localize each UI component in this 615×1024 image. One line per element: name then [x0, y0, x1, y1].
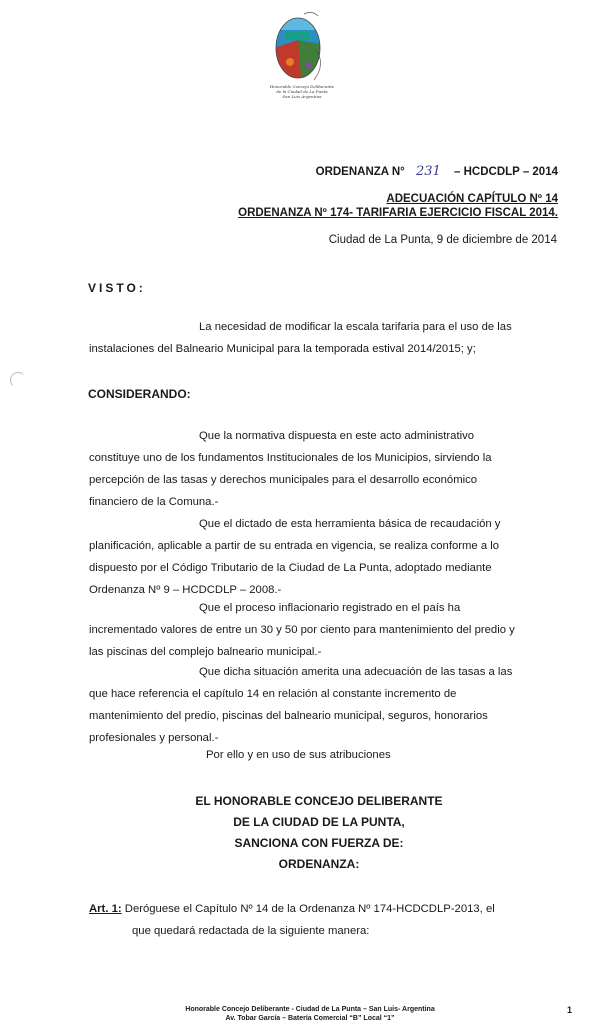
text-line: profesionales y personal.-	[89, 732, 219, 744]
text-line: Que la normativa dispuesta en este acto administrativo	[199, 430, 475, 442]
considerando-paragraph-2	[89, 513, 559, 601]
council-logo	[268, 10, 332, 88]
text-line: instalaciones del Balneario Municipal para la temporada estival 2014/2015; y;	[89, 343, 476, 355]
text-line: La necesidad de modificar la escala tarifaria para el uso de las	[199, 321, 512, 333]
closing-line: Por ello y en uso de sus atribuciones	[206, 749, 391, 761]
text-line: las piscinas del complejo balneario municipal.-	[89, 646, 322, 658]
text-line: Ordenanza Nº 9 – HCDCDLP – 2008.-	[89, 584, 282, 596]
logo-caption-line: Honorable Concejo Deliberante	[269, 84, 335, 89]
ordinance-number-line	[316, 164, 558, 179]
text-line: Que dicha situación amerita una adecuación de las tasas a las	[199, 666, 513, 678]
article-label: Art. 1:	[89, 903, 122, 915]
date-line: Ciudad de La Punta, 9 de diciembre de 2014	[328, 234, 557, 246]
logo-caption-line: San Luis Argentina	[282, 94, 322, 99]
article-text: Deróguese el Capítulo Nº 14 de la Ordenanza Nº 174-HCDCDLP-2013, el	[124, 903, 495, 915]
ordinance-number: 231	[415, 164, 441, 179]
council-line: EL HONORABLE CONCEJO DELIBERANTE	[195, 794, 443, 808]
text-line: Que el proceso inflacionario registrado en el país ha	[199, 602, 461, 614]
council-heading	[89, 791, 549, 875]
page-number: 1	[567, 1005, 573, 1015]
logo-caption	[262, 84, 342, 99]
text-line: constituye uno de los fundamentos Institucionales de los Municipios, sirviendo la	[89, 452, 492, 464]
text-line: percepción de las tasas y derechos municipales para el desarrollo económico	[89, 474, 478, 486]
council-line: DE LA CIUDAD DE LA PUNTA,	[233, 815, 405, 829]
footer-line: Honorable Concejo Deliberante - Ciudad de La Punta – San Luis- Argentina	[185, 1006, 435, 1013]
logo-caption-line: de la Ciudad de La Punta	[276, 89, 328, 94]
considerando-paragraph-4	[89, 661, 559, 749]
footer-line: Av. Tobar García – Batería Comercial “B” Local “1”	[225, 1015, 395, 1022]
visto-paragraph	[89, 316, 559, 360]
document-title-line2: ORDENANZA Nº 174- TARIFARIA EJERCICIO FISCAL 2014.	[238, 207, 558, 219]
page-footer	[100, 1005, 520, 1023]
considerando-paragraph-3	[89, 597, 559, 663]
ordinance-suffix: – HCDCDLP – 2014	[454, 166, 558, 178]
text-line: financiero de la Comuna.-	[89, 496, 219, 508]
document-title-line1: ADECUACIÓN CAPÍTULO Nº 14	[386, 193, 558, 205]
text-line: dispuesto por el Código Tributario de la Ciudad de La Punta, adoptado mediante	[89, 562, 492, 574]
text-line: planificación, aplicable a partir de su entrada en vigencia, se realiza conforme a lo	[89, 540, 500, 552]
visto-heading: VISTO:	[88, 281, 146, 295]
council-line: SANCIONA CON FUERZA DE:	[234, 836, 404, 850]
council-line: ORDENANZA:	[278, 857, 360, 871]
considerando-paragraph-1	[89, 425, 559, 513]
considerando-heading: CONSIDERANDO:	[88, 387, 191, 401]
article-1	[89, 898, 559, 942]
text-line: incrementado valores de entre un 30 y 50 por ciento para mantenimiento del predio y	[89, 624, 515, 636]
punch-hole-mark	[10, 372, 26, 388]
ordinance-prefix: ORDENANZA N°	[315, 166, 405, 178]
text-line: Que el dictado de esta herramienta básica de recaudación y	[199, 518, 501, 530]
article-text: que quedará redactada de la siguiente manera:	[132, 925, 370, 937]
text-line: que hace referencia el capítulo 14 en relación al constante incremento de	[89, 688, 457, 700]
text-line: mantenimiento del predio, piscinas del balneario municipal, seguros, honorarios	[89, 710, 488, 722]
